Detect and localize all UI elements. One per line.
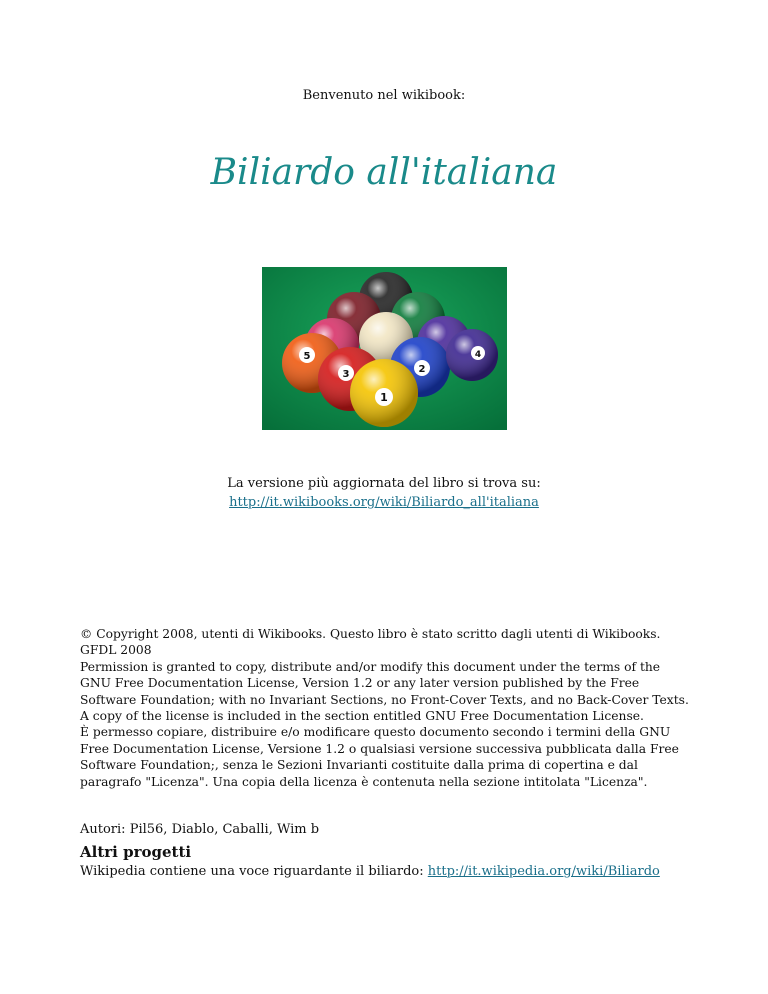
copyright-line: GNU Free Documentation License, Version 1.2 or any later version published by the Free bbox=[80, 676, 640, 691]
svg-text:4: 4 bbox=[474, 350, 482, 360]
svg-text:2: 2 bbox=[418, 364, 426, 375]
copyright-line: GFDL 2008 bbox=[80, 643, 152, 658]
welcome-text: Benvenuto nel wikibook: bbox=[302, 88, 466, 103]
svg-text:3: 3 bbox=[342, 369, 350, 380]
copyright-line: © Copyright 2008, utenti di Wikibooks. Questo libro è stato scritto dagli utenti di Wikibooks. bbox=[80, 627, 661, 641]
copyright-line: È permesso copiare, distribuire e/o modificare questo documento secondo i termini della GNU bbox=[80, 725, 671, 740]
svg-text:5: 5 bbox=[303, 351, 311, 362]
billiard-balls-illustration bbox=[262, 267, 507, 430]
wikibooks-link[interactable]: http://it.wikibooks.org/wiki/Biliardo_all'italiana bbox=[229, 495, 539, 510]
copyright-line: paragrafo "Licenza". Una copia della licenza è contenuta nella sezione intitolata "Licenza". bbox=[80, 774, 648, 789]
ball-purple-4 bbox=[446, 329, 498, 381]
other-projects-text bbox=[80, 864, 720, 879]
latest-version-text: La versione più aggiornata del libro si trova su: bbox=[227, 476, 541, 491]
svg-text:1: 1 bbox=[380, 391, 388, 404]
other-projects-heading: Altri progetti bbox=[80, 843, 192, 861]
copyright-line: Software Foundation; with no Invariant Sections, no Front-Cover Texts, and no Back-Cover Texts. bbox=[80, 692, 689, 707]
copyright-line: Software Foundation;, senza le Sezioni Invarianti costituite dalla prima di copertina e dal bbox=[80, 758, 638, 773]
authors-text: Autori: Pil56, Diablo, Caballi, Wim b bbox=[80, 822, 320, 837]
latest-version-block bbox=[0, 474, 768, 512]
ball-yellow-1 bbox=[350, 359, 418, 427]
wikipedia-link[interactable]: http://it.wikipedia.org/wiki/Biliardo bbox=[427, 864, 660, 879]
cover-image bbox=[262, 267, 507, 430]
book-title: Biliardo all'italiana bbox=[210, 152, 558, 193]
copyright-block bbox=[80, 626, 700, 790]
copyright-line: A copy of the license is included in the section entitled GNU Free Documentation License. bbox=[80, 709, 644, 724]
other-projects-description: Wikipedia contiene una voce riguardante il biliardo: bbox=[80, 864, 428, 879]
copyright-line: Permission is granted to copy, distribute and/or modify this document under the terms of the bbox=[80, 659, 661, 674]
copyright-line: Free Documentation License, Versione 1.2 o qualsiasi versione successiva pubblicata dalla Free bbox=[80, 741, 679, 756]
